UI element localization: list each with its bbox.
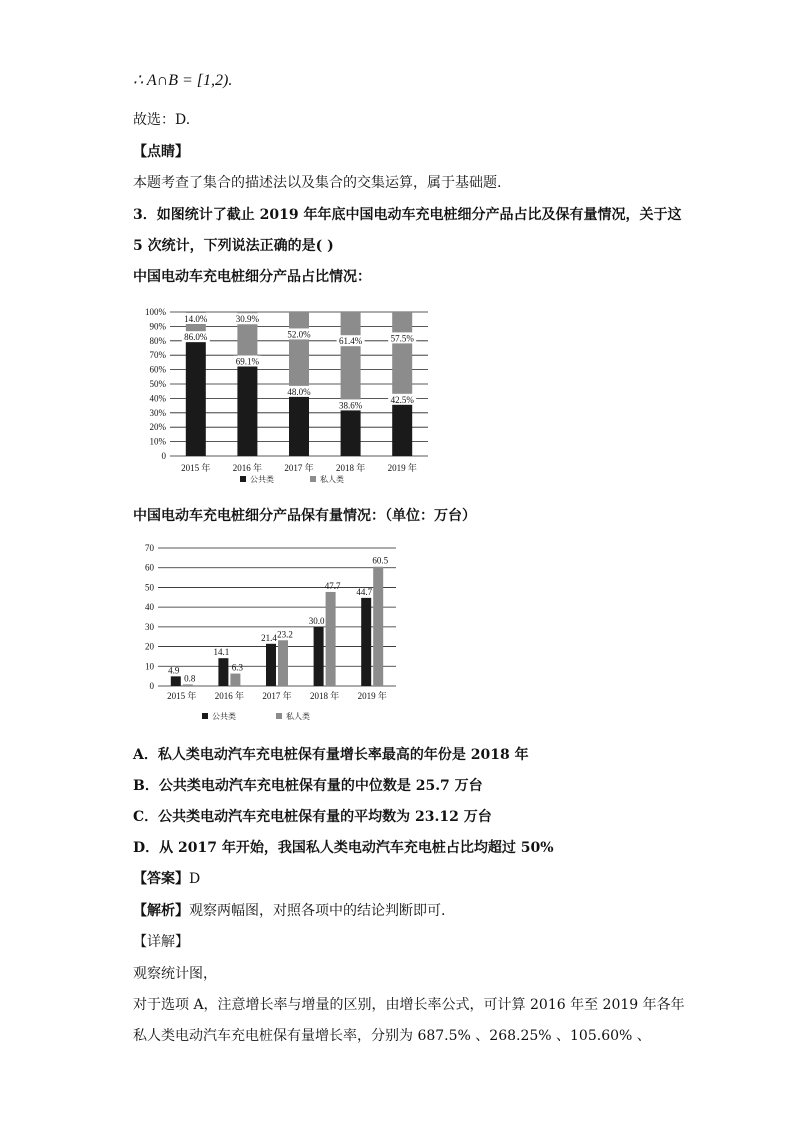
detail-line3: 私人类电动汽车充电桩保有量增长率，分别为 687.5% 、268.25% 、105.60% 、 [133,1028,651,1044]
data-label-public: 14.1 [213,647,230,658]
data-label-public: 69.1% [235,356,260,367]
y-tick-label: 20% [149,422,166,433]
bar-public [314,627,324,686]
answer-label: 【答案】 [133,871,189,887]
x-tick-label: 2017 年 [262,691,292,701]
bar-private [183,684,193,686]
data-label-public: 38.6% [338,400,363,411]
y-tick-label: 30% [149,407,166,418]
x-tick-label: 2016 年 [232,463,263,473]
data-label-public: 21.4 [261,632,277,643]
y-tick-label: 70% [149,350,166,361]
data-label-private: 0.8 [184,673,196,684]
y-tick-label: 30 [145,621,154,632]
y-tick-label: 10% [149,436,166,447]
data-label-private: 14.0% [184,314,208,324]
data-label-private: 52.0% [287,329,311,340]
x-tick-label: 2016 年 [214,691,245,701]
legend-swatch-public [202,713,208,719]
detail-line2: 对于选项 A，注意增长率与增量的区别，由增长率公式，可计算 2016 年至 2019 年各年 [133,997,685,1013]
analysis-label: 【解析】 [133,903,189,919]
chart2-caption: 中国电动车充电桩细分产品保有量情况：（单位：万台） [133,508,476,524]
legend-swatch-private [276,713,282,719]
y-tick-label: 40 [145,602,154,613]
data-label-private: 61.4% [338,336,363,347]
data-label-private: 60.5 [372,555,389,566]
stock-chart [130,538,410,730]
y-tick-label: 100% [145,307,166,317]
answer-line [133,868,200,888]
analysis-text: 观察两幅图，对照各项中的结论判断即可. [189,903,446,919]
data-label-public: 42.5% [390,394,414,405]
x-tick-label: 2015 年 [181,463,211,473]
legend-swatch-private [310,476,316,482]
bar-private [338,312,363,400]
comment-heading: 【点睛】 [133,144,189,160]
data-label-public: 44.7 [356,586,373,597]
data-label-public: 48.0% [287,386,311,397]
legend-swatch-public [240,476,246,482]
bar-public [218,658,228,686]
data-label-public: 86.0% [184,332,208,343]
legend-label-private: 私人类 [320,475,344,484]
bar-public [171,676,181,686]
bar-private [230,674,240,686]
data-label-private: 47.7 [324,580,341,591]
y-tick-label: 80% [149,335,166,346]
x-tick-label: 2015 年 [167,691,197,701]
bar-public [289,387,309,456]
y-tick-label: 50 [145,582,154,593]
x-tick-label: 2019 年 [357,691,387,701]
option-d: D．从 2017 年开始，我国私人类电动汽车充电桩占比均超过 50% [133,840,554,856]
data-label-private: 30.9% [235,314,260,325]
option-a: A．私人类电动汽车充电桩保有量增长率最高的年份是 2018 年 [133,747,529,763]
bar-public [361,598,371,686]
question-stem-line2: 5 次统计，下列说法正确的是( ) [133,238,334,254]
legend-label-public: 公共类 [212,712,236,721]
detail-label: 【详解】 [133,934,189,950]
y-tick-label: 90% [149,321,166,332]
intersection-formula: ∴ A∩B = [1,2). [133,72,233,89]
data-label-private: 57.5% [390,333,414,344]
x-tick-label: 2019 年 [387,463,417,473]
question-stem-line1: 3．如图统计了截止 2019 年年底中国电动车充电桩细分产品占比及保有量情况，关于这 [133,207,682,223]
y-tick-label: 20 [145,641,154,652]
bar-private [289,312,309,387]
option-b: B．公共类电动汽车充电桩保有量的中位数是 25.7 万台 [133,778,483,794]
x-tick-label: 2018 年 [335,463,366,473]
comment-text: 本题考查了集合的描述法以及集合的交集运算，属于基础题. [133,175,502,191]
x-tick-label: 2017 年 [284,463,314,473]
option-c: C．公共类电动汽车充电桩保有量的平均数为 23.12 万台 [133,809,492,825]
data-label-public: 30.0 [308,615,325,626]
chart1-caption: 中国电动车充电桩细分产品占比情况： [133,269,371,285]
bar-private [278,640,288,686]
data-label-private: 6.3 [231,662,244,673]
bar-public [186,332,206,456]
bar-private [326,592,336,686]
y-tick-label: 50% [149,379,166,389]
answer-value: D [189,871,201,887]
y-tick-label: 10 [145,661,154,672]
y-tick-label: 70 [145,543,154,553]
data-label-public: 4.9 [168,665,180,676]
y-tick-label: 0 [161,451,166,461]
legend-label-public: 公共类 [250,475,274,484]
bar-public [237,356,257,456]
bar-private [392,312,412,395]
y-tick-label: 0 [149,681,154,691]
bar-private [373,567,383,686]
y-tick-label: 60 [145,562,154,573]
legend-label-private: 私人类 [286,712,310,721]
analysis-line [133,900,445,920]
y-tick-label: 60% [149,364,166,375]
x-tick-label: 2018 年 [309,691,340,701]
answer-choice-text: 故选：D. [133,112,191,128]
y-tick-label: 40% [149,393,166,404]
detail-line1: 观察统计图， [133,966,217,982]
data-label-private: 23.2 [277,629,293,640]
bar-public [266,644,276,686]
share-chart [130,298,440,493]
